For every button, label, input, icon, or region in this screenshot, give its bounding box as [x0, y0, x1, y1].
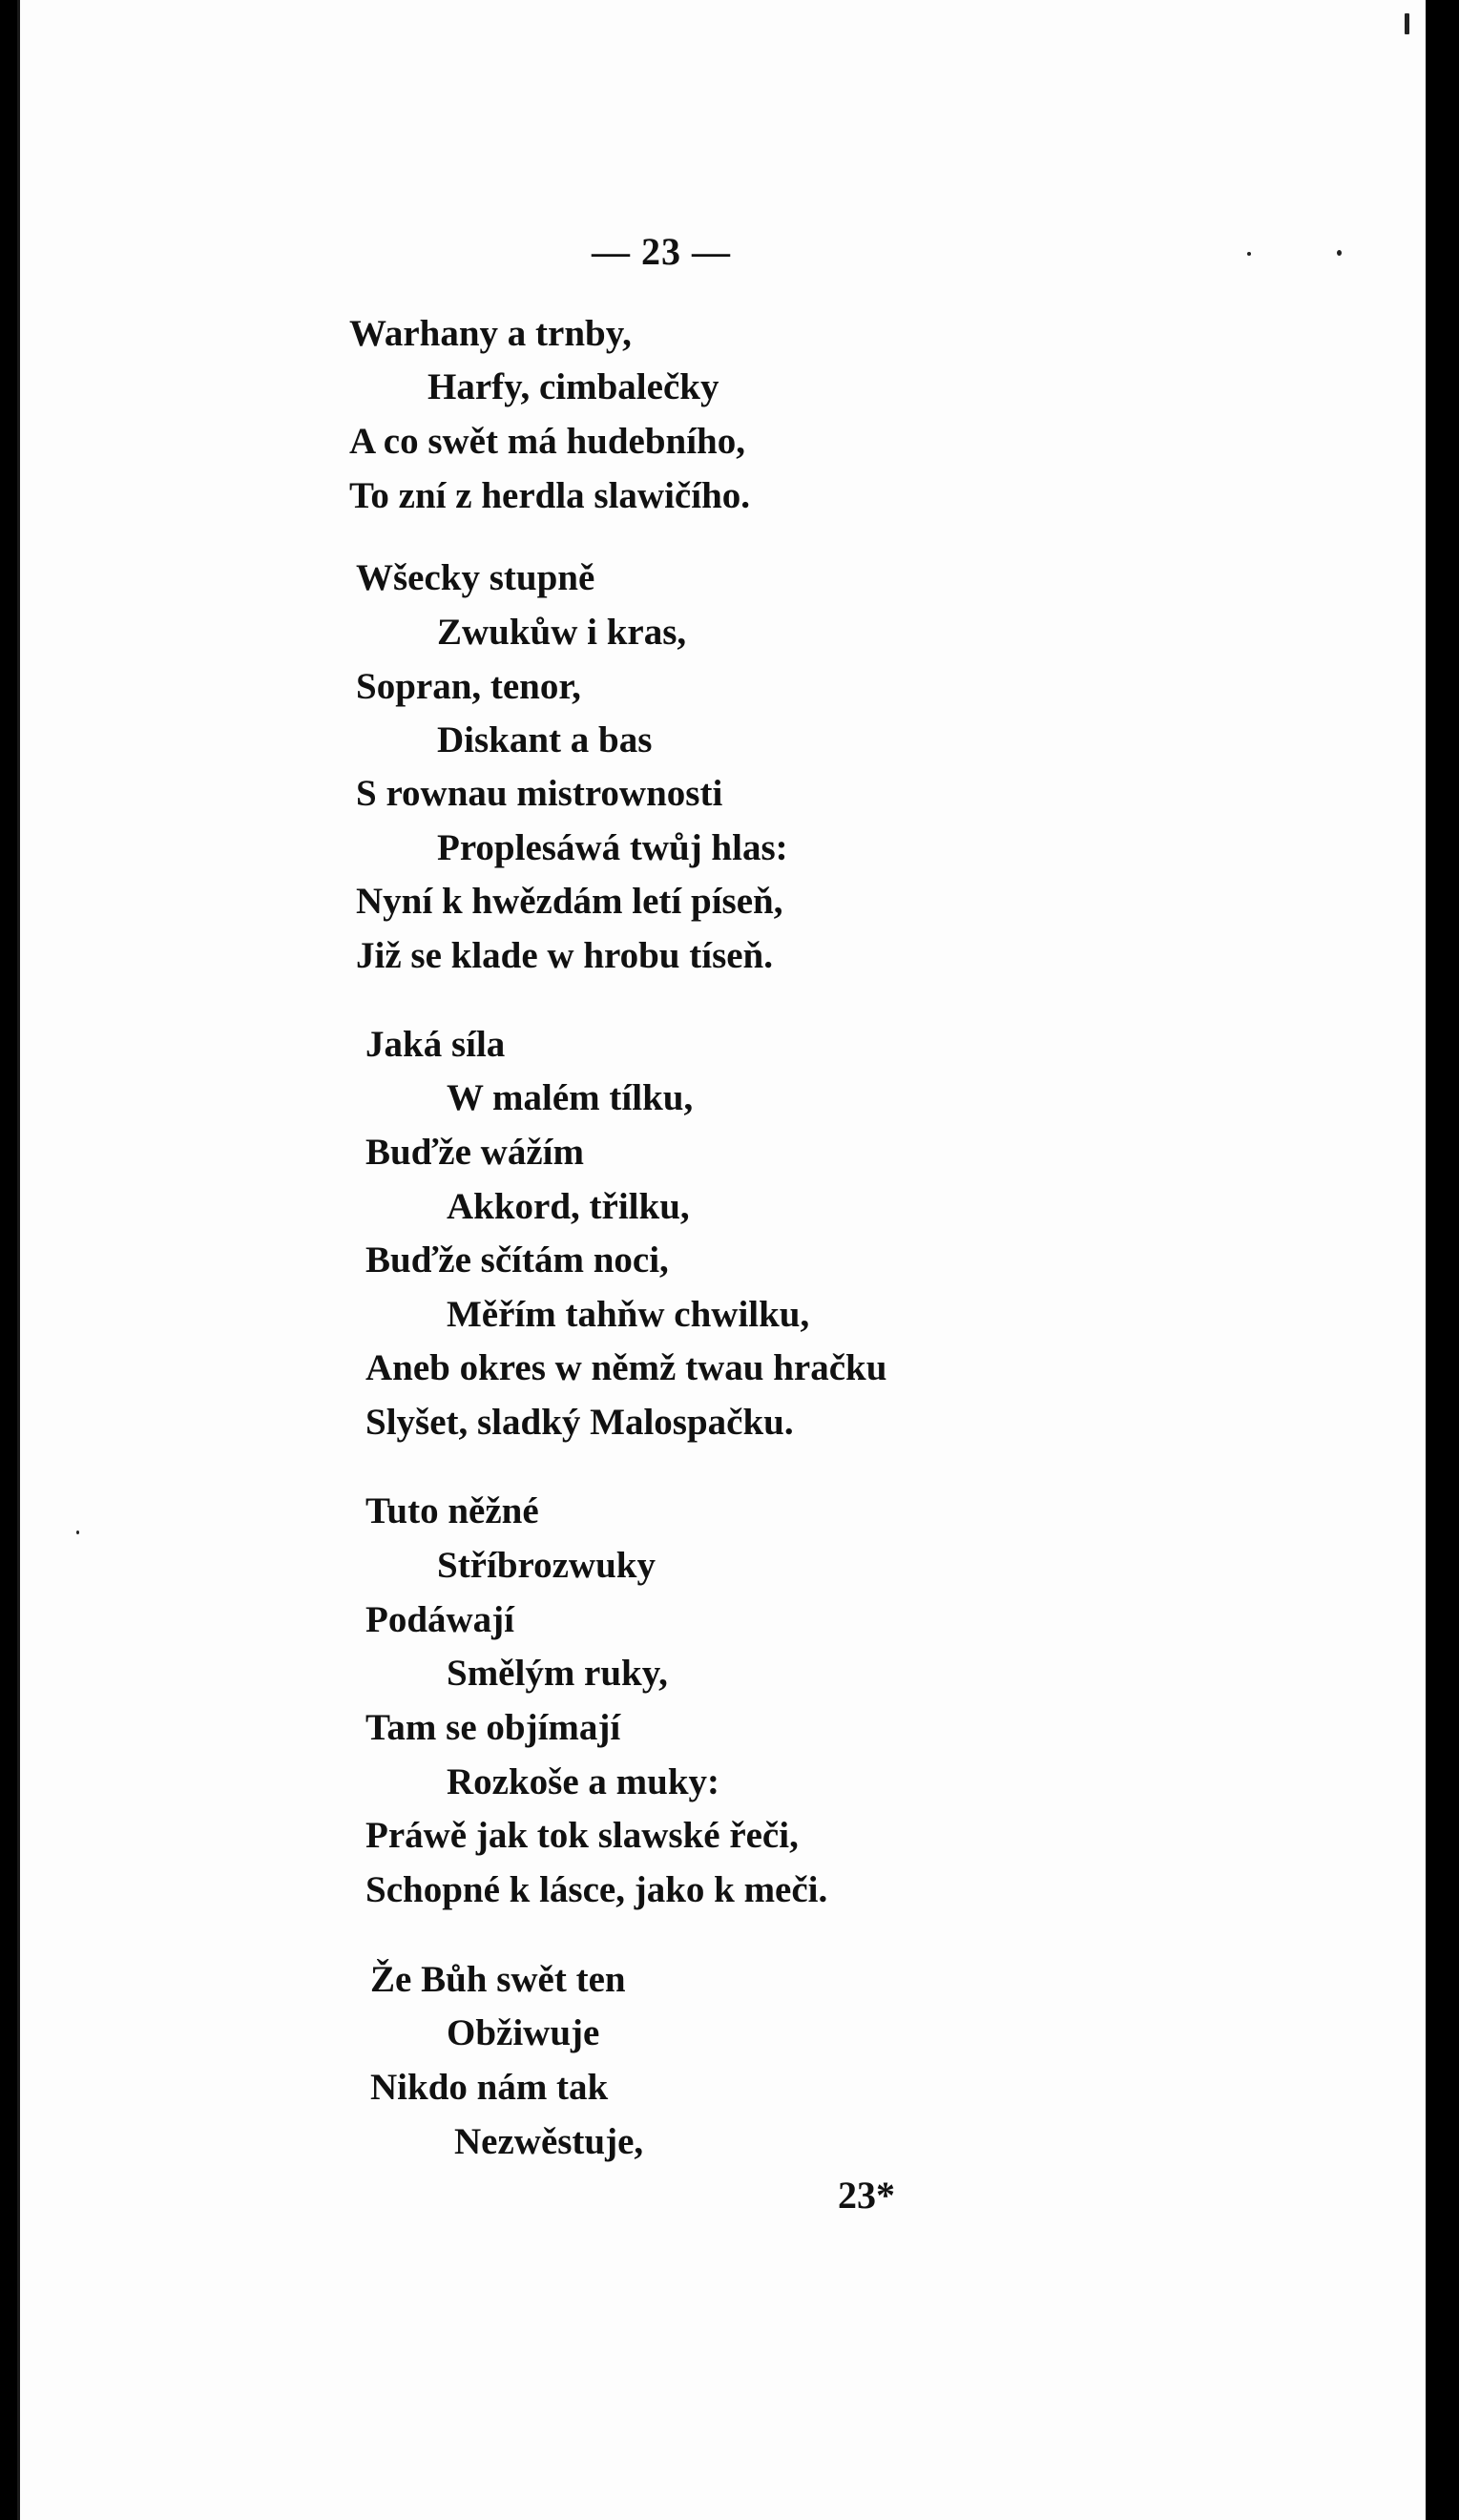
- poem-line: Wšecky stupně: [356, 557, 595, 598]
- poem-line: To zní z herdla slawičího.: [349, 475, 751, 516]
- poem-line: Tam se objímají: [365, 1707, 621, 1748]
- poem-line: Schopné k lásce, jako k meči.: [365, 1869, 828, 1910]
- poem-line: Podáwají: [365, 1599, 514, 1640]
- poem-line: Harfy, cimbalečky: [427, 366, 719, 407]
- poem-line: Akkord, třilku,: [447, 1186, 690, 1227]
- poem-line: Měřím tahňw chwilku,: [447, 1294, 810, 1335]
- poem-line: Stříbrozwuky: [437, 1545, 656, 1586]
- signature-mark: 23*: [838, 2174, 895, 2217]
- poem-line: Již se klade w hrobu tíseň.: [356, 935, 773, 976]
- poem-line: Slyšet, sladký Malospačku.: [365, 1402, 794, 1443]
- print-speck: [1247, 252, 1251, 256]
- poem-line: Sopran, tenor,: [356, 666, 581, 707]
- poem-line: Diskant a bas: [437, 719, 653, 760]
- poem-line: Že Bůh swět ten: [370, 1959, 626, 2000]
- poem-line: Nyní k hwězdám letí píseň,: [356, 881, 783, 922]
- poem-line: Nezwěstuje,: [454, 2121, 644, 2162]
- poem-line: W malém tílku,: [447, 1077, 694, 1118]
- poem-line: Aneb okres w němž twau hračku: [365, 1347, 887, 1388]
- poem-line: Jaká síla: [365, 1024, 506, 1065]
- poem-line: Proplesáwá twůj hlas:: [437, 827, 788, 868]
- poem-line: Warhany a trnby,: [349, 313, 632, 354]
- print-speck: [1337, 250, 1342, 256]
- page-number-header: — 23 —: [592, 230, 731, 273]
- poem-line: S rownau mistrownosti: [356, 773, 723, 814]
- book-page: [17, 0, 1426, 2520]
- poem-line: A co swět má hudebního,: [349, 421, 745, 462]
- poem-line: Tuto něžné: [365, 1490, 539, 1531]
- poem-line: Buďže sčítám noci,: [365, 1239, 669, 1281]
- poem-line: Zwukůw i kras,: [437, 612, 687, 653]
- poem-line: Rozkoše a muky:: [447, 1761, 720, 1802]
- print-speck: [1405, 13, 1409, 34]
- poem-line: Buďže wážím: [365, 1132, 584, 1173]
- poem-line: Obžiwuje: [447, 2012, 600, 2053]
- poem-line: Nikdo nám tak: [370, 2067, 609, 2108]
- page-gutter-line: [17, 0, 20, 2520]
- print-speck: [76, 1531, 79, 1534]
- poem-line: Práwě jak tok slawské řeči,: [365, 1815, 799, 1856]
- poem-line: Smělým ruky,: [447, 1653, 668, 1694]
